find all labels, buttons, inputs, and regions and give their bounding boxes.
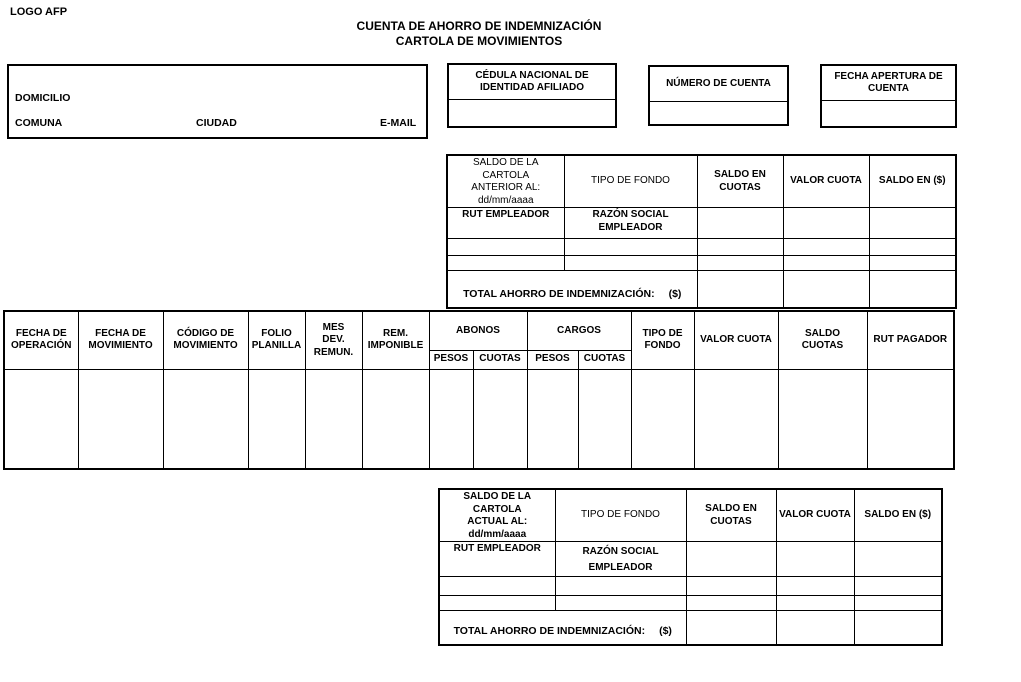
tipo-de-fondo-cell — [631, 369, 694, 469]
saldo-cuotas-cell — [697, 256, 783, 271]
abonos-group-header: ABONOS — [429, 311, 527, 350]
saldo-pesos-cell — [854, 542, 942, 577]
total-ahorro-label: TOTAL AHORRO DE INDEMNIZACIÓN: — [463, 288, 655, 300]
abonos-pesos-header: PESOS — [429, 350, 473, 369]
saldo-cuotas-cell — [697, 208, 783, 239]
total-valor-cuota-cell — [783, 271, 869, 308]
saldo-actual-table — [438, 488, 943, 646]
movements-table — [3, 310, 955, 470]
abonos-cuotas-header: CUOTAS — [473, 350, 527, 369]
saldo-pesos-cell — [854, 577, 942, 596]
saldo-en-pesos-header: SALDO EN ($) — [854, 489, 942, 542]
cargos-pesos-header: PESOS — [527, 350, 578, 369]
tipo-de-fondo-header: TIPO DE FONDO — [631, 311, 694, 369]
rut-empleador-cell — [447, 256, 564, 271]
cargos-group-header: CARGOS — [527, 311, 631, 350]
fecha-movimiento-header: FECHA DE MOVIMIENTO — [78, 311, 163, 369]
abonos-pesos-cell — [429, 369, 473, 469]
total-saldo-cuotas-cell — [697, 271, 783, 308]
valor-cuota-cell — [694, 369, 778, 469]
total-ahorro-label: TOTAL AHORRO DE INDEMNIZACIÓN: — [453, 625, 646, 637]
valor-cuota-cell — [783, 208, 869, 239]
fecha-movimiento-cell — [78, 369, 163, 469]
razon-social-cell — [555, 577, 686, 596]
total-ahorro-unit: ($) — [659, 625, 672, 637]
saldo-pesos-cell — [854, 596, 942, 611]
saldo-pesos-cell — [869, 239, 956, 256]
rut-empleador-header: RUT EMPLEADOR — [439, 542, 555, 577]
razon-social-header: RAZÓN SOCIAL EMPLEADOR — [564, 208, 697, 239]
total-ahorro-cell — [439, 611, 686, 645]
folio-planilla-header: FOLIO PLANILLA — [248, 311, 305, 369]
mes-dev-remun-cell — [305, 369, 362, 469]
email-label: E-MAIL — [380, 117, 417, 129]
codigo-movimiento-cell — [163, 369, 248, 469]
saldo-en-pesos-header: SALDO EN ($) — [869, 155, 956, 208]
saldo-en-cuotas-header: SALDO EN CUOTAS — [697, 155, 783, 208]
saldo-cuotas-header: SALDO CUOTAS — [778, 311, 867, 369]
domicilio-label: DOMICILIO — [15, 92, 71, 104]
document-title: CUENTA DE AHORRO DE INDEMNIZACIÓN — [356, 19, 602, 33]
codigo-movimiento-header: CÓDIGO DE MOVIMIENTO — [163, 311, 248, 369]
valor-cuota-cell — [776, 596, 854, 611]
tipo-de-fondo-header: TIPO DE FONDO — [564, 155, 697, 208]
saldo-anterior-periodo-header: SALDO DE LA CARTOLA ANTERIOR AL: dd/mm/aaaa — [447, 155, 564, 208]
rem-imponible-header: REM. IMPONIBLE — [362, 311, 429, 369]
document-title-block — [239, 19, 719, 49]
tipo-de-fondo-header: TIPO DE FONDO — [555, 489, 686, 542]
saldo-cuotas-cell — [686, 577, 776, 596]
ciudad-label: CIUDAD — [196, 117, 237, 129]
valor-cuota-header: VALOR CUOTA — [783, 155, 869, 208]
rut-empleador-cell — [439, 577, 555, 596]
afp-logo-text: LOGO AFP — [10, 6, 68, 18]
fecha-operacion-header: FECHA DE OPERACIÓN — [4, 311, 78, 369]
total-ahorro-cell — [447, 271, 697, 308]
cedula-identidad-label: CÉDULA NACIONAL DE IDENTIDAD AFILIADO — [449, 65, 615, 100]
rut-empleador-cell — [439, 596, 555, 611]
cargos-pesos-cell — [527, 369, 578, 469]
valor-cuota-header: VALOR CUOTA — [694, 311, 778, 369]
comuna-label: COMUNA — [15, 117, 63, 129]
rut-pagador-header: RUT PAGADOR — [867, 311, 954, 369]
folio-planilla-cell — [248, 369, 305, 469]
saldo-cuotas-cell — [778, 369, 867, 469]
rut-empleador-cell — [447, 239, 564, 256]
total-saldo-pesos-cell — [869, 271, 956, 308]
fecha-apertura-value-cell — [822, 101, 955, 126]
saldo-pesos-cell — [869, 208, 956, 239]
saldo-anterior-table — [446, 154, 957, 309]
rut-pagador-cell — [867, 369, 954, 469]
saldo-cuotas-cell — [686, 596, 776, 611]
valor-cuota-header: VALOR CUOTA — [776, 489, 854, 542]
document-subtitle: CARTOLA DE MOVIMIENTOS — [395, 34, 563, 48]
razon-social-cell — [555, 596, 686, 611]
total-ahorro-unit: ($) — [668, 288, 682, 300]
fecha-apertura-box — [820, 64, 957, 128]
cargos-cuotas-header: CUOTAS — [578, 350, 631, 369]
numero-cuenta-label: NÚMERO DE CUENTA — [650, 67, 787, 102]
cedula-identidad-box — [447, 63, 617, 128]
saldo-actual-periodo-header: SALDO DE LA CARTOLA ACTUAL AL: dd/mm/aaaa — [439, 489, 555, 542]
total-saldo-cuotas-cell — [686, 611, 776, 645]
fecha-apertura-label: FECHA APERTURA DE CUENTA — [822, 66, 955, 101]
total-saldo-pesos-cell — [854, 611, 942, 645]
valor-cuota-cell — [776, 542, 854, 577]
saldo-pesos-cell — [869, 256, 956, 271]
valor-cuota-cell — [776, 577, 854, 596]
mes-dev-remun-header: MES DEV. REMUN. — [305, 311, 362, 369]
razon-social-header: RAZÓN SOCIAL EMPLEADOR — [555, 542, 686, 577]
abonos-cuotas-cell — [473, 369, 527, 469]
rut-empleador-header: RUT EMPLEADOR — [447, 208, 564, 239]
valor-cuota-cell — [783, 239, 869, 256]
fecha-operacion-cell — [4, 369, 78, 469]
numero-cuenta-box — [648, 65, 789, 126]
saldo-cuotas-cell — [697, 239, 783, 256]
cargos-cuotas-cell — [578, 369, 631, 469]
numero-cuenta-value-cell — [650, 102, 787, 124]
rem-imponible-cell — [362, 369, 429, 469]
razon-social-cell — [564, 239, 697, 256]
razon-social-cell — [564, 256, 697, 271]
valor-cuota-cell — [783, 256, 869, 271]
affiliate-address-box — [7, 64, 428, 139]
saldo-cuotas-cell — [686, 542, 776, 577]
cedula-identidad-value-cell — [449, 100, 615, 126]
total-valor-cuota-cell — [776, 611, 854, 645]
saldo-en-cuotas-header: SALDO EN CUOTAS — [686, 489, 776, 542]
